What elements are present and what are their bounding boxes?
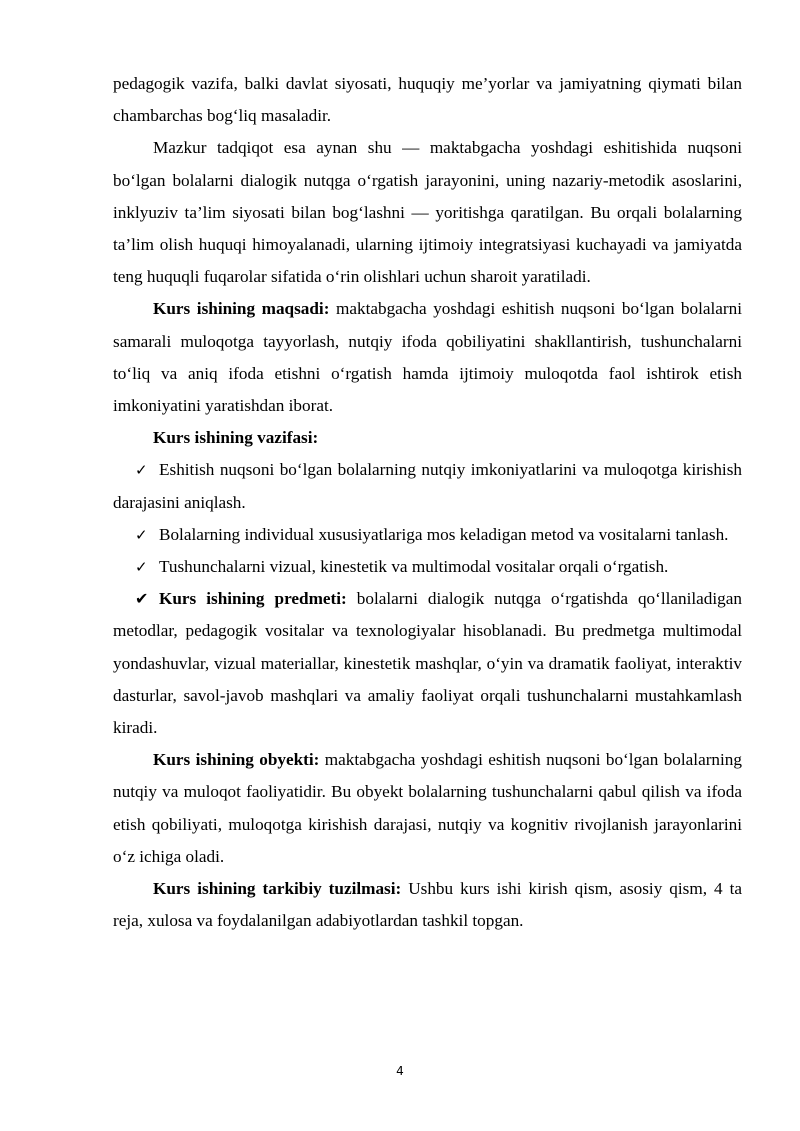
course-subject-heading: Kurs ishining predmeti: xyxy=(159,589,347,609)
task-item-2 xyxy=(113,519,742,551)
course-object-text: maktabgacha yoshdagi eshitish nuqsoni bo‘lgan bolalarning nutqiy va muloqot faoliyatidir. Bu obyekt bolalarning tushunchalarni qabul qilish va ifoda etish qobiliyati, muloqotga kirishish darajasi, nutqiy va kognitiv rivojlanish jarayonlarini o‘z ichiga oladi. xyxy=(113,750,742,866)
course-structure-text: Ushbu kurs ishi kirish qism, asosiy qism, 4 ta reja, xulosa va foydalanilgan adabiyotlardan tashkil topgan. xyxy=(113,879,742,931)
paragraph-course-goal xyxy=(113,293,742,422)
course-tasks-heading: Kurs ishining vazifasi: xyxy=(153,428,319,448)
task-item-text: Tushunchalarni vizual, kinestetik va multimodal vositalar orqali o‘rgatish. xyxy=(159,557,669,577)
checkmark-icon: ✓ xyxy=(135,461,148,480)
paragraph-intro-continuation: pedagogik vazifa, balki davlat siyosati, huquqiy me’yorlar va jamiyatning qiymati bilan chambarchas bog‘liq masaladir. xyxy=(113,74,742,126)
task-item-text: Bolalarning individual xususiyatlariga mos keladigan metod va vositalarni tanlash. xyxy=(159,524,729,544)
course-goal-text: maktabgacha yoshdagi eshitish nuqsoni bo‘lgan bolalarni samarali muloqotga tayyorlash, nutqiy ifoda qobiliyatini shakllantirish, tushunchalarni to‘liq va aniq ifoda etishni o‘rgatish hamda ijtimoiy muloqotda faol ishtirok etish imkoniyatini yaratishdan iborat. xyxy=(113,299,742,416)
task-item-text: Eshitish nuqsoni bo‘lgan bolalarning nutqiy imkoniyatlarini va muloqotga kirishish darajasini aniqlash. xyxy=(113,460,742,512)
paragraph-course-object xyxy=(113,744,742,873)
page-number: 4 xyxy=(396,1064,404,1078)
paragraph-course-subject xyxy=(113,583,742,744)
checkmark-icon: ✓ xyxy=(135,558,148,577)
course-subject-text: bolalarni dialogik nutqga o‘rgatishda qo‘llaniladigan metodlar, pedagogik vositalar va texnologiyalar hisoblanadi. Bu predmetga multimodal yondashuvlar, vizual materiallar, kinestetik mashqlar, o‘yin va dramatik faoliyat, interaktiv dasturlar, savol-javob mashqlari va amaliy faoliyat orqali tushunchalarni mustahkamlash kiradi. xyxy=(113,589,742,738)
course-goal-heading: Kurs ishining maqsadi: xyxy=(153,299,330,319)
paragraph-research-focus: Mazkur tadqiqot esa aynan shu — maktabgacha yoshdagi eshitishida nuqsoni bo‘lgan bolalarni dialogik nutqga o‘rgatish jarayonini, uning nazariy-metodik asoslarini, inklyuziv ta’lim siyosati bilan bog‘lashni — yoritishga qaratilgan. Bu orqali bolalarning ta’lim olish huquqi himoyalanadi, ularning ijtimoiy integratsiyasi kuchayadi va jamiyatda teng huquqli fuqarolar sifatida o‘rin olishlari uchun sharoit yaratiladi. xyxy=(113,138,742,287)
course-structure-heading: Kurs ishining tarkibiy tuzilmasi: xyxy=(153,879,402,899)
course-object-heading: Kurs ishining obyekti: xyxy=(153,750,320,770)
checkmark-icon: ✓ xyxy=(135,525,148,544)
task-item-1 xyxy=(113,454,742,518)
document-page xyxy=(113,68,742,937)
paragraph-course-structure xyxy=(113,873,742,937)
checkmark-bold-icon: ✔ xyxy=(135,589,149,609)
task-item-3 xyxy=(113,551,742,583)
